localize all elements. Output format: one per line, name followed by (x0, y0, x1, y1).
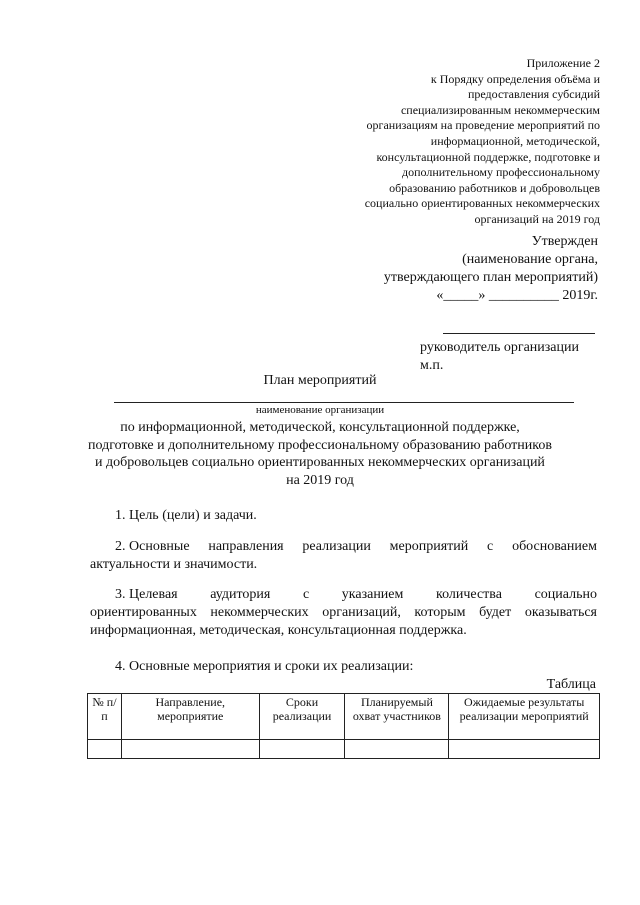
appendix-header (320, 56, 600, 228)
appendix-line: к Порядку определения объёма и (430, 71, 600, 86)
approval-authority-cont: утверждающего план мероприятий) (383, 270, 598, 285)
appendix-line: социально ориентированных некоммерческих (364, 196, 600, 211)
word: реализации (302, 539, 371, 554)
header-coverage: Планируемый охват участников (345, 694, 449, 740)
signature-line (443, 333, 595, 334)
plan-subtitle (40, 419, 600, 489)
word: количества (435, 587, 502, 602)
table-row (88, 740, 600, 759)
organization-name-line (114, 402, 574, 403)
word: аудитория (210, 587, 271, 602)
appendix-line: организаций на 2019 год (474, 211, 600, 226)
activities-table (87, 693, 600, 759)
approval-authority: (наименование органа, (462, 252, 598, 267)
word: с (302, 587, 310, 602)
header-direction: Направление, мероприятие (121, 694, 259, 740)
section-activities: 4. Основные мероприятия и сроки их реализации: (115, 659, 414, 674)
approval-title: Утвержден (531, 234, 598, 249)
section-directions (90, 538, 597, 574)
section-audience (90, 586, 597, 640)
table-header-row (88, 694, 600, 740)
stamp-mark: м.п. (420, 358, 444, 373)
section-directions-line1 (90, 538, 597, 556)
section-directions-rest: актуальности и значимости. (90, 557, 258, 572)
approval-block (308, 233, 598, 305)
word: с (487, 539, 494, 554)
word: 2. Основные (115, 539, 190, 554)
subtitle-line: на 2019 год (286, 472, 354, 488)
appendix-line: дополнительному профессиональному (401, 165, 600, 180)
section-audience-line1 (90, 586, 597, 604)
appendix-line: Приложение 2 (526, 56, 600, 70)
word: направления (208, 539, 284, 554)
word: социально (534, 587, 597, 602)
appendix-line: специализированным некоммерческим (400, 102, 600, 117)
appendix-line: информационной, методической, (430, 133, 600, 148)
header-number: № п/п (88, 694, 122, 740)
table-cell (345, 740, 449, 759)
organization-caption: наименование организации (255, 404, 385, 416)
table-cell (88, 740, 122, 759)
plan-title: План мероприятий (263, 373, 377, 388)
section-audience-rest: ориентированных некоммерческих организаций, которым будет оказываться информационная, методическая, консультационная поддержка. (90, 605, 597, 638)
subtitle-line: по информационной, методической, консультационной поддержке, (120, 420, 520, 435)
header-results: Ожидаемые результаты реализации мероприятий (449, 694, 600, 740)
appendix-line: консультационной поддержке, подготовке и (376, 149, 600, 164)
approval-date: «_____» __________ 2019г. (436, 288, 598, 303)
table-cell (259, 740, 345, 759)
section-goals (90, 507, 597, 525)
word: мероприятий (389, 539, 469, 554)
word: 3. Целевая (115, 587, 178, 602)
word: указанием (341, 587, 404, 602)
subtitle-line: и добровольцев социально ориентированных некоммерческих организаций (95, 455, 545, 471)
appendix-line: организациям на проведение мероприятий по (366, 118, 600, 133)
appendix-line: образованию работников и добровольцев (389, 180, 600, 195)
subtitle-line: подготовке и дополнительному профессиональному образованию работников (88, 437, 552, 453)
section-goals-text: 1. Цель (цели) и задачи. (115, 508, 257, 523)
table-label: Таблица (546, 677, 596, 692)
appendix-line: предоставления субсидий (467, 87, 600, 102)
table-cell (449, 740, 600, 759)
word: обоснованием (512, 539, 597, 554)
table-cell (121, 740, 259, 759)
header-terms: Сроки реализации (259, 694, 345, 740)
signature-caption: руководитель организации (420, 340, 579, 355)
